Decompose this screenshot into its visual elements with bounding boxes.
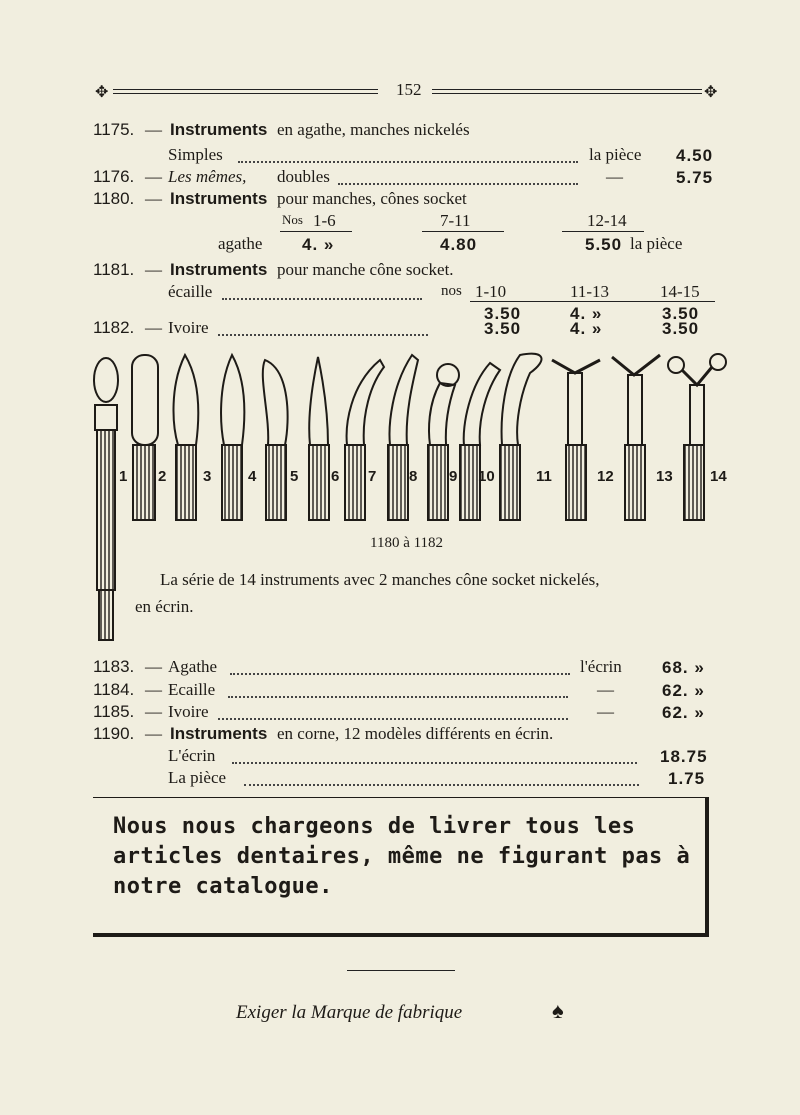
entry-dash: —	[145, 318, 162, 337]
notice-box	[93, 797, 709, 937]
instrument-11-icon	[552, 360, 600, 520]
instrument-number: 8	[409, 468, 418, 485]
entry-dash: —	[145, 167, 162, 186]
nos-label: nos	[441, 283, 462, 299]
instrument-number: 11	[536, 468, 552, 485]
price: 5.75	[676, 168, 714, 187]
entry-dash: —	[145, 702, 162, 721]
instrument-9-icon	[460, 363, 500, 520]
entry-number: 1176.	[93, 167, 135, 186]
dental-instruments-drawing	[0, 345, 800, 665]
entry-dash: —	[145, 260, 162, 279]
instrument-number: 6	[331, 468, 340, 485]
entry-description: en corne, 12 modèles différents en écrin.	[277, 724, 554, 743]
price: 1.75	[668, 769, 706, 788]
instrument-13-icon	[668, 354, 726, 520]
instrument-12-icon	[612, 355, 660, 520]
entry-bold-title: Instruments	[170, 120, 268, 139]
subentry-label: L'écrin	[168, 746, 216, 765]
value-cell: 4. »	[570, 304, 603, 323]
entry-number: 1185.	[93, 702, 135, 721]
page-number: 152	[396, 80, 422, 99]
instrument-number: 1	[119, 468, 128, 485]
entry-number: 1181.	[93, 260, 135, 279]
value-cell: 5.50	[585, 235, 623, 254]
entry-number: 1184.	[93, 680, 135, 699]
entry-description: pour manches, cônes socket	[277, 189, 467, 208]
entry-number: 1175.	[93, 120, 135, 139]
instrument-number: 9	[449, 468, 458, 485]
header-rule	[562, 231, 644, 232]
instrument-number: 3	[203, 468, 212, 485]
instrument-2-icon	[174, 355, 199, 520]
leader-dots	[228, 696, 568, 698]
entry-bold-title: Instruments	[170, 260, 268, 279]
entry-number: 1180.	[93, 189, 135, 208]
col-header-1: 1-10	[475, 282, 507, 301]
price: 18.75	[660, 747, 708, 766]
unit-label: —	[597, 702, 614, 721]
entry-description: en agathe, manches nickelés	[277, 120, 470, 139]
instrument-7-icon	[388, 355, 418, 520]
leader-dots	[238, 161, 578, 163]
figure-caption: 1180 à 1182	[370, 535, 444, 551]
row-label: agathe	[218, 234, 263, 253]
instrument-number: 7	[368, 468, 377, 485]
header-rule	[422, 231, 504, 232]
instrument-4-icon	[263, 360, 288, 520]
instrument-number: 5	[290, 468, 299, 485]
long-handle-icon	[94, 358, 118, 640]
instrument-5-icon	[309, 357, 329, 520]
instrument-3-icon	[221, 355, 244, 520]
unit-label: —	[606, 167, 623, 186]
instrument-number: 4	[248, 468, 257, 485]
price: 62. »	[662, 703, 705, 722]
unit-label: —	[597, 680, 614, 699]
entry-label: Ecaille	[168, 680, 216, 699]
notice-text: Nous nous chargeons de livrer tous les articles dentaires, même ne figurant pas à notre catalogue.	[113, 814, 691, 899]
value-cell: 4.80	[440, 235, 478, 254]
unit-label: l'écrin	[580, 657, 622, 676]
instrument-10-icon	[500, 354, 541, 520]
header-rule	[470, 301, 715, 302]
subentry-label: Simples	[168, 145, 223, 164]
left-ornament-icon: ✥	[95, 84, 109, 101]
col-header-1: 1-6	[313, 211, 336, 230]
leader-dots	[218, 334, 428, 336]
series-description-line2: en écrin.	[135, 597, 194, 616]
entry-description: doubles	[277, 167, 330, 186]
unit-label: la pièce	[589, 145, 642, 164]
entry-label: Ivoire	[168, 318, 209, 337]
value-cell: 3.50	[484, 304, 522, 323]
entry-number: 1183.	[93, 657, 135, 676]
nos-label: Nos	[282, 212, 303, 227]
entry-dash: —	[145, 680, 162, 699]
subentry-label: La pièce	[168, 768, 227, 787]
col-header-3: 14-15	[660, 282, 700, 301]
leader-dots	[232, 762, 637, 764]
price: 62. »	[662, 681, 705, 700]
instrument-6-icon	[345, 360, 384, 520]
instrument-1-icon	[132, 355, 158, 520]
leader-dots	[244, 784, 639, 786]
value-cell: 3.50	[662, 304, 700, 323]
value-cell: 4. »	[570, 319, 603, 338]
price: 4.50	[676, 146, 714, 165]
leader-dots	[230, 673, 570, 675]
series-description-line1: La série de 14 instruments avec 2 manches cône socket nickelés,	[160, 570, 600, 589]
subentry-label: écaille	[168, 282, 213, 301]
header-rule-left	[113, 89, 378, 94]
instrument-number: 14	[710, 468, 727, 485]
col-header-2: 11-13	[570, 282, 610, 301]
unit-label: la pièce	[630, 234, 683, 253]
instrument-number: 12	[597, 468, 614, 485]
entry-description: pour manche cône socket.	[277, 260, 454, 279]
trademark-spade-icon: ♠	[552, 998, 564, 1023]
entry-label: Agathe	[168, 657, 218, 676]
entry-dash: —	[145, 657, 162, 676]
entry-bold-title: Instruments	[170, 724, 268, 743]
leader-dots	[338, 183, 578, 185]
header-rule-right	[432, 89, 702, 94]
entry-dash: —	[145, 724, 162, 743]
value-cell: 3.50	[662, 319, 700, 338]
value-cell: 3.50	[484, 319, 522, 338]
instrument-8-icon	[428, 364, 459, 520]
col-header-3: 12-14	[587, 211, 627, 230]
instrument-number: 13	[656, 468, 673, 485]
entry-dash: —	[145, 189, 162, 208]
footer-text: Exiger la Marque de fabrique	[236, 1002, 463, 1023]
entry-bold-title: Instruments	[170, 189, 268, 208]
header-rule	[280, 231, 352, 232]
right-ornament-icon: ✥	[704, 84, 718, 101]
col-header-2: 7-11	[440, 211, 471, 230]
entry-label: Ivoire	[168, 702, 209, 721]
leader-dots	[222, 298, 422, 300]
instrument-number: 2	[158, 468, 167, 485]
footer-rule	[347, 970, 455, 971]
entry-number: 1182.	[93, 318, 135, 337]
entry-dash: —	[145, 120, 162, 139]
entry-number: 1190.	[93, 724, 135, 743]
instrument-number: 10	[478, 468, 495, 485]
entry-italic-title: Les mêmes,	[168, 167, 247, 186]
leader-dots	[218, 718, 568, 720]
value-cell: 4. »	[302, 235, 335, 254]
price: 68. »	[662, 658, 705, 677]
